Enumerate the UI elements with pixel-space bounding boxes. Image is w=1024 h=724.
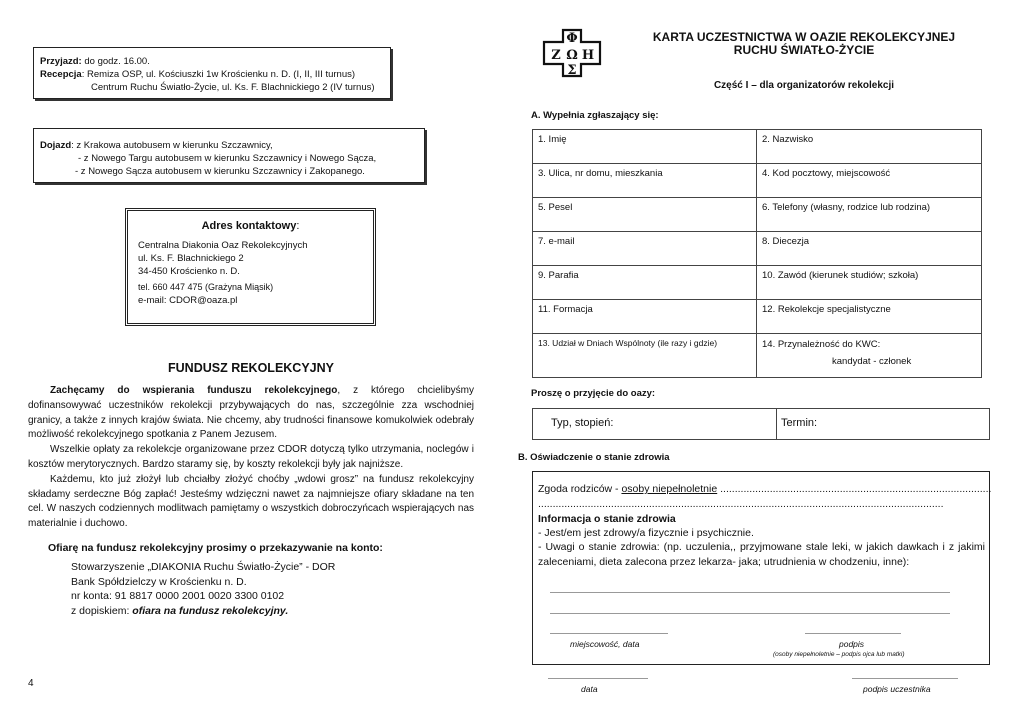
- field-diocese[interactable]: 8. Diecezja: [757, 232, 982, 266]
- arrival-box: [33, 47, 391, 99]
- contact-line-1: Centralna Diakonia Oaz Rekolekcyjnych: [138, 240, 308, 251]
- health-statement-2: - Uwagi o stanie zdrowia: (np. uczulenia,, przyjmowane stale leki, w jakich dawkach i z jakimi zaleceniami, dieta zalecona przez lekarza- jaka; utrudnienia w chodzeniu, inne):: [538, 541, 985, 568]
- travel-value-1: : z Krakowa autobusem w kierunku Szczawnicy,: [71, 140, 273, 151]
- table-row: [533, 300, 982, 334]
- field-last-name[interactable]: 2. Nazwisko: [757, 130, 982, 164]
- field-street[interactable]: 3. Ulica, nr domu, mieszkania: [533, 164, 757, 198]
- field-special-retreats[interactable]: 12. Rekolekcje specjalistyczne: [757, 300, 982, 334]
- table-row: [533, 409, 990, 440]
- fund-paragraph-1-bold: Zachęcamy do wspierania funduszu rekolekcyjnego: [50, 385, 338, 396]
- request-table: [532, 408, 990, 440]
- reception-label: Recepcja: [40, 69, 82, 80]
- travel-box: [33, 128, 425, 183]
- section-a-heading: A. Wypełnia zgłaszający się:: [531, 110, 659, 121]
- fund-paragraph-2: Wszelkie opłaty za rekolekcje organizowane przez CDOR dotyczą tylko utrzymania, noclegów i kosztów merytorycznych. Bardzo staramy się, by koszty rekolekcji były jak najniższe.: [28, 444, 474, 470]
- field-email[interactable]: 7. e-mail: [533, 232, 757, 266]
- travel-line-1: [40, 139, 418, 152]
- field-community-days[interactable]: 13. Udział w Dniach Wspólnoty (ile razy i gdzie): [533, 334, 757, 378]
- section-b-heading: B. Oświadczenie o stanie zdrowia: [518, 452, 670, 463]
- page-number: 4: [28, 678, 34, 689]
- fund-text: [28, 384, 474, 532]
- field-formation[interactable]: 11. Formacja: [533, 300, 757, 334]
- account-line-3: nr konta: 91 8817 0000 2001 0020 3300 0102: [71, 590, 285, 602]
- signature-line[interactable]: [805, 633, 901, 634]
- consent-dots: .............................................................................................: [717, 483, 992, 495]
- registration-table: [532, 129, 982, 378]
- notes-line-2[interactable]: [550, 613, 950, 614]
- arrival-value: do godz. 16.00.: [81, 56, 150, 67]
- field-kwc[interactable]: [757, 334, 982, 378]
- travel-line-3: - z Nowego Sącza autobusem w kierunku Szczawnicy i Zakopanego.: [75, 166, 365, 177]
- signature-label: podpis: [839, 639, 865, 649]
- field-first-name[interactable]: 1. Imię: [533, 130, 757, 164]
- place-date-line[interactable]: [550, 633, 668, 634]
- field-postal-code[interactable]: 4. Kod pocztowy, miejscowość: [757, 164, 982, 198]
- field-type[interactable]: Typ, stopień:: [533, 409, 777, 440]
- transfer-heading: Ofiarę na fundusz rekolekcyjny prosimy o przekazywanie na konto:: [48, 542, 383, 554]
- contact-line-3: 34-450 Krościenko n. D.: [138, 266, 240, 277]
- travel-label: Dojazd: [40, 140, 72, 151]
- svg-text:Η: Η: [581, 48, 595, 63]
- table-row: [533, 232, 982, 266]
- reception-line-2: Centrum Ruchu Światło-Życie, ul. Ks. F. Blachnickiego 2 (IV turnus): [91, 82, 375, 93]
- participant-signature-label: podpis uczestnika: [863, 684, 931, 694]
- table-row: [533, 266, 982, 300]
- consent-minors: osoby niepełnoletnie: [621, 483, 718, 495]
- notes-line-1[interactable]: [550, 592, 950, 593]
- svg-text:Φ: Φ: [566, 31, 578, 46]
- field-term[interactable]: Termin:: [777, 409, 990, 440]
- account-line-4-prefix: z dopiskiem:: [71, 604, 133, 617]
- field-occupation[interactable]: 10. Zawód (kierunek studiów; szkoła): [757, 266, 982, 300]
- card-title-line-2: RUCHU ŚWIATŁO-ŻYCIE: [733, 43, 875, 57]
- contact-title-colon: :: [296, 220, 300, 232]
- contact-email: e-mail: CDOR@oaza.pl: [138, 295, 238, 306]
- health-heading: Informacja o stanie zdrowia: [538, 513, 676, 525]
- arrival-label: Przyjazd:: [40, 56, 82, 67]
- field-pesel[interactable]: 5. Pesel: [533, 198, 757, 232]
- svg-text:Ω: Ω: [566, 48, 578, 63]
- place-date-label: miejscowość, data: [570, 639, 640, 649]
- consent-line: [538, 482, 992, 497]
- date-line[interactable]: [548, 678, 648, 679]
- health-statement-1: - Jest/em jest zdrowy/a fizycznie i psychicznie.: [538, 527, 754, 539]
- date-label: data: [581, 684, 598, 694]
- contact-line-2: ul. Ks. F. Blachnickiego 2: [138, 253, 244, 264]
- field-kwc-options: kandydat - członek: [832, 356, 912, 367]
- logo-graphic: [540, 27, 604, 79]
- fund-title: FUNDUSZ REKOLEKCYJNY: [168, 361, 334, 375]
- health-box: [532, 471, 990, 665]
- participant-signature-line[interactable]: [852, 678, 958, 679]
- contact-title-wrap: [138, 219, 363, 233]
- account-line-4: [71, 604, 335, 619]
- fund-paragraph-1-rest: , z którego chcielibyśmy dofinansowywać uczestników rekolekcji przybywających do nas, szczególnie zza wschodniej granicy, a także z innych krajów świata. Nie chcemy, aby trudności finansowe komukolwiek odebrały możliwość rekolekcyjnego spotkania z Panem Jezusem.: [28, 385, 474, 441]
- card-subtitle: Część I – dla organizatorów rekolekcji: [713, 80, 895, 91]
- fund-paragraph-1: [28, 384, 474, 443]
- account-line-2: Bank Spółdzielczy w Krościenku n. D.: [71, 575, 247, 588]
- field-parish[interactable]: 9. Parafia: [533, 266, 757, 300]
- table-row: [533, 334, 982, 378]
- contact-phone: tel. 660 447 475 (Grażyna Miąsik): [138, 282, 274, 292]
- consent-prefix: Zgoda rodziców -: [538, 483, 622, 495]
- movement-logo: [540, 27, 604, 79]
- table-row: [533, 130, 982, 164]
- card-title-line-1: KARTA UCZESTNICTWA W OAZIE REKOLEKCYJNEJ: [652, 30, 956, 44]
- card-title: [626, 31, 982, 57]
- reception-line: [40, 68, 384, 81]
- field-phones[interactable]: 6. Telefony (własny, rodzice lub rodzina): [757, 198, 982, 232]
- request-heading: Proszę o przyjęcie do oazy:: [531, 388, 656, 399]
- contact-box: [125, 208, 376, 326]
- svg-text:Σ: Σ: [567, 63, 577, 78]
- reception-value: : Remiza OSP, ul. Kościuszki 1w Krościenku n. D. (I, II, III turnus): [81, 69, 356, 80]
- table-row: [533, 164, 982, 198]
- arrival-line: [40, 55, 384, 68]
- signature-note: (osoby niepełnoletnie – podpis ojca lub matki): [773, 651, 905, 658]
- travel-line-2: - z Nowego Targu autobusem w kierunku Szczawnicy i Nowego Sącza,: [78, 153, 377, 164]
- table-row: [533, 198, 982, 232]
- contact-title: Adres kontaktowy: [201, 220, 297, 232]
- fund-paragraph-3: Każdemu, kto już złożył lub chciałby złożyć choćby „wdowi grosz” na fundusz rekolekcyjny składamy serdeczne Bóg zapłać! Jesteśmy wdzięczni nawet za najmniejsze ofiary składane na ten cel. W naszych codziennych modlitwach pamiętamy o wszystkich dobroczyńcach wspierających nas materialnie i duchowo.: [28, 473, 474, 530]
- account-line-1: Stowarzyszenie „DIAKONIA Ruchu Światło-Życie” - DOR: [71, 561, 336, 573]
- account-line-4-emphasis: ofiara na fundusz rekolekcyjny.: [132, 604, 289, 617]
- dots-line[interactable]: ...........................................................................................................................................: [538, 498, 944, 510]
- account-details: [71, 560, 335, 618]
- svg-text:Ζ: Ζ: [551, 48, 561, 63]
- field-kwc-label: 14. Przynależność do KWC:: [762, 339, 881, 350]
